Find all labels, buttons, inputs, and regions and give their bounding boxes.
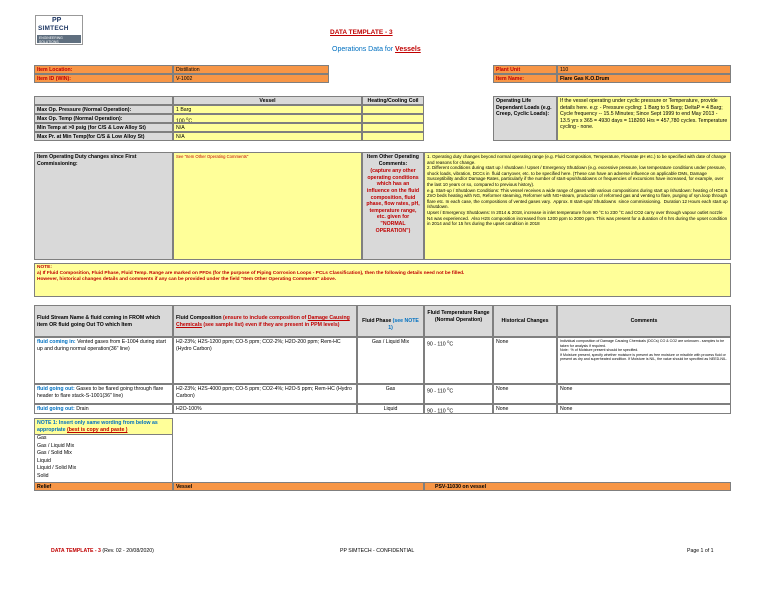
note1-title-text: NOTE 1: Insert only same wording from below as appropriate <box>37 420 158 433</box>
plant-unit-label: Plant Unit <box>493 65 557 74</box>
other-comments-label: Item Other Operating Comments: <box>367 154 419 167</box>
fluid-row-3-temp <box>424 404 493 414</box>
fluid-row-3-temp-number: 90 - 110 <box>427 408 448 414</box>
max-op-temp-unit: C <box>188 118 193 123</box>
fluid-row-3-history: None <box>493 404 557 414</box>
logo-tagline: ENGINEERING SOLUTIONS <box>39 36 63 44</box>
pfd-note-line2: However, historical changes details and comments if any can be provided under the field "Item Other Operating Comments" above. <box>37 277 337 282</box>
fluid-row-2-comments: None <box>557 384 731 404</box>
fluid-row-3-phase: Liquid <box>357 404 424 414</box>
min-temp-label: Min Temp at >0 psig (for C/S & Low Alloy St) <box>34 123 173 132</box>
fluid-row-2-temp-number: 90 - 110 <box>427 388 448 395</box>
fluid-row-1-temp-degree: 0 <box>447 339 450 344</box>
max-op-pressure-coil <box>362 105 424 114</box>
phase-option-liquid: Liquid <box>37 457 51 464</box>
pfd-note <box>34 263 731 297</box>
fluid-row-1-stream <box>34 337 173 384</box>
logo-pp: PP <box>52 17 62 24</box>
fluid-row-3-stream-text: Drain <box>74 406 89 412</box>
fluid-row-2-phase: Gas <box>357 384 424 404</box>
max-op-temp-degree: 0 <box>186 116 189 121</box>
item-location-value: Distillation <box>173 65 329 74</box>
pfd-note-title: NOTE: <box>37 265 52 270</box>
fluid-row-2-stream <box>34 384 173 404</box>
fluid-row-3-stream <box>34 404 173 414</box>
footer-confidential: PP SIMTECH - CONFIDENTIAL <box>340 548 415 554</box>
page-title: DATA TEMPLATE - 3 <box>330 29 393 36</box>
duty-changes-value: See "Item Other Operating Comments" <box>173 152 362 260</box>
max-op-temp-number: 100 <box>176 118 187 123</box>
page-subtitle <box>332 46 421 53</box>
other-comments-note: (capture any other operating conditions which has an influence on the fluid composition, fluid phase, flow rates, pH, temperature range, etc. given for "NORMAL OPERATION") <box>366 168 420 234</box>
composition-header-mid: (ensure to include composition of <box>222 315 308 321</box>
plant-unit-value: 110 <box>557 65 731 74</box>
fluid-row-2-temp-unit: C <box>449 388 454 395</box>
fluid-row-1-temp <box>424 337 493 384</box>
footer-page-number: Page 1 of 1 <box>687 548 714 554</box>
footer-left <box>51 548 154 554</box>
max-op-temp-label: Max Op. Temp (Normal Operation): <box>34 114 173 123</box>
note1-title <box>34 418 173 435</box>
phase-option-gas-solid: Gas / Solid Mix <box>37 450 72 457</box>
fluid-row-3-comments: None <box>557 404 731 414</box>
item-name-value: Flare Gas K.O.Drum <box>557 74 731 83</box>
fluid-row-3-stream-label: fluid going out: <box>37 406 75 412</box>
heating-cooling-header: Heating/Cooling Coil <box>362 96 424 105</box>
note1-title-red: (best is copy and paste ) <box>66 426 128 433</box>
operating-life-value: If the vessel operating under cyclic pressure or Temperature, provide details here. e.g: - Pressure cycling: 1 Barg to 5 Barg; DeltaP = 4 Barg; Cycle frequency -- 15.5 Minutes; Since Sept 1999 to end May 2013 - 13.5 yrs x 365 = 4930 days = 118260 Hrs = 457,780 cycles. Temperature cycling - none. <box>557 96 731 141</box>
max-op-pressure-label: Max Op. Pressure (Normal Operation): <box>34 105 173 114</box>
fluid-row-1-stream-label: fluid coming in: <box>37 339 76 345</box>
fluid-row-1-history: None <box>493 337 557 384</box>
company-logo <box>35 15 83 45</box>
fluid-row-2-stream-label: fluid going out: <box>37 386 75 392</box>
fluid-row-1-phase: Gas / Liquid Mix <box>357 337 424 384</box>
item-location-label: Item Location: <box>34 65 173 74</box>
item-id-value: V-1002 <box>173 74 329 83</box>
fluid-row-1-comments: Individual composition of Damage Causing Chemicals (DCCs) CO & CO2 are unknown - samples to be taken for analysis if required. Note: % of Moisture present should be specified. If Moisture present, specify whether moisture is present as free moisture or miscible with process fluid or present as dry and superheated condition. If Moisture is NIL, the value should be specified as NEED-NIL. <box>557 337 731 384</box>
fluid-composition-header <box>173 305 357 337</box>
fluid-temp-header: Fluid Temperature Range (Normal Operation) <box>424 305 493 337</box>
other-comments-label-cell <box>362 152 424 260</box>
fluid-row-2-temp-degree: 0 <box>447 386 450 391</box>
composition-header-post: (see sample list) even if they are present in PPM levels) <box>201 321 340 328</box>
max-op-temp-coil <box>362 114 424 123</box>
relief-psv: PSV-11030 on vessel <box>424 482 731 491</box>
max-pr-min-temp-label: Max Pr. at Min Temp(for C/S & Low Alloy St) <box>34 132 173 141</box>
item-id-label: Item ID (WIN): <box>34 74 173 83</box>
fluid-row-2-temp <box>424 384 493 404</box>
fluid-row-3-temp-degree: 0 <box>447 406 450 411</box>
fluid-row-1-composition: H2-23%; H2S-1200 ppm; CO-5 ppm; CO2-2%; H2O-200 ppm; Rem-HC (Hydro Carbon) <box>173 337 357 384</box>
footer-revision: (Rev. 02 - 20/08/2020) <box>100 548 154 554</box>
fluid-phase-header-text: Fluid Phase <box>362 318 393 324</box>
note1-phase-list <box>34 435 173 483</box>
subtitle-prefix: Operations Data for <box>332 46 396 53</box>
operating-life-label: Operating Life Dependant Loads (e.g. Creep, Cyclic Loads): <box>493 96 557 141</box>
vessel-column-header: Vessel <box>173 96 362 105</box>
min-temp-coil <box>362 123 424 132</box>
max-op-temp-value <box>173 114 362 123</box>
other-comments-text: 1. Operating duty changes beyond normal operating range (e.g. Fluid Composition, Temperature, Flowrate pH etc.) to be specified with date of change and reasons for change. 2. Different conditions during start up / shutdown / Upset / Emergency Shutdown (e.g. excessive pressure, low temperature conditions under pressure, shock loads, vibration, DCCs in fluid carryover, etc. to be specified here. (These can have an adverse influence on applicable DMs, Damage Susceptibility and/or Damage Rates, particularly if the number of start-ups/shutdowns or frequencies of excursions have increased, for example, over the last 10 years or so, compared to previous history). e.g. Start-up / Shutdown Conditions: This vessel receives a wide range of gases with various compositions during start up /shutdown: heating of HDS & ZnO beds heating with NG, Reformer steaming, Reformer with NG+steam, production of reformed gas and venting to flare, purging of syn.loop through flare etc. In each case, the compositions of vented gases vary. Approx. 8 start-ups/ Shutdowns since commissioning. Duration 12 Hours each start up /shutdown. Upset / Emergency Shutdowns: In 2014 & 2018, increase in inlet temperature from 90 °C to 230 °C and CO2 carry over through vapour outlet nozzle N4 was experienced. Also H2S composition increased from 1200 ppm to 2000 ppm. This was present for a duration of 6 hrs during the upset condition in 2014 and for 15 hrs during the upset condition in 2018 <box>424 152 731 260</box>
max-pr-min-temp-value: N/A <box>173 132 362 141</box>
min-temp-value: N/A <box>173 123 362 132</box>
phase-option-gas: Gas <box>37 435 47 441</box>
fluid-row-2-history: None <box>493 384 557 404</box>
relief-vessel: Vessel <box>173 482 424 491</box>
historical-changes-header: Historical Changes <box>493 305 557 337</box>
fluid-phase-header-note: (see NOTE 1) <box>388 318 419 331</box>
subtitle-link: Vessels <box>395 46 421 53</box>
max-op-pressure-value: 1 Barg <box>173 105 362 114</box>
fluid-stream-header: Fluid Stream Name & fluid coming in FROM which item OR fluid going Out TO which Item <box>34 305 173 337</box>
pfd-note-line1: a) If Fluid Composition, Fluid Phase, Fluid Temp. Range are marked on PFDs (for the purpose of Piping Corrosion Loops - PCLs Classification), then the following details need not be filled. <box>37 271 465 276</box>
phase-option-liquid-solid: Liquid / Solid Mix <box>37 465 77 472</box>
fluid-row-2-stream-text: Gases to be flared going through flare header to flare stack-S-1001(36" line) <box>37 386 164 399</box>
ops-header-blank <box>34 96 173 105</box>
phase-option-gas-liquid: Gas / Liquid Mix <box>37 442 75 449</box>
logo-name: SIMTECH <box>38 25 69 32</box>
max-pr-min-temp-coil <box>362 132 424 141</box>
fluid-phase-header <box>357 305 424 337</box>
composition-header-link: Damage Causing Chemicals <box>176 315 350 328</box>
composition-header-prefix: Fluid Composition <box>176 315 223 321</box>
fluid-row-1-temp-number: 90 - 110 <box>427 341 448 348</box>
duty-changes-label: Item Operating Duty changes since First Commissioning: <box>34 152 173 260</box>
relief-label: Relief <box>34 482 173 491</box>
comments-header: Comments <box>557 305 731 337</box>
fluid-row-1-stream-text: Vented gases from E-1004 during start up and during normal operation(36" line) <box>37 339 166 352</box>
fluid-row-3-composition: H2O-100% <box>173 404 357 414</box>
fluid-row-1-temp-unit: C <box>449 341 454 348</box>
footer-doc-name: DATA TEMPLATE - 3 <box>51 548 101 554</box>
item-name-label: Item Name: <box>493 74 557 83</box>
phase-option-solid: Solid <box>37 472 49 479</box>
fluid-row-3-temp-unit: C <box>449 408 454 414</box>
fluid-row-2-composition: H2-23%; H2S-4000 ppm; CO-5 ppm; CO2-4%; H2O-5 ppm; Rem-HC (Hydro Carbon) <box>173 384 357 404</box>
